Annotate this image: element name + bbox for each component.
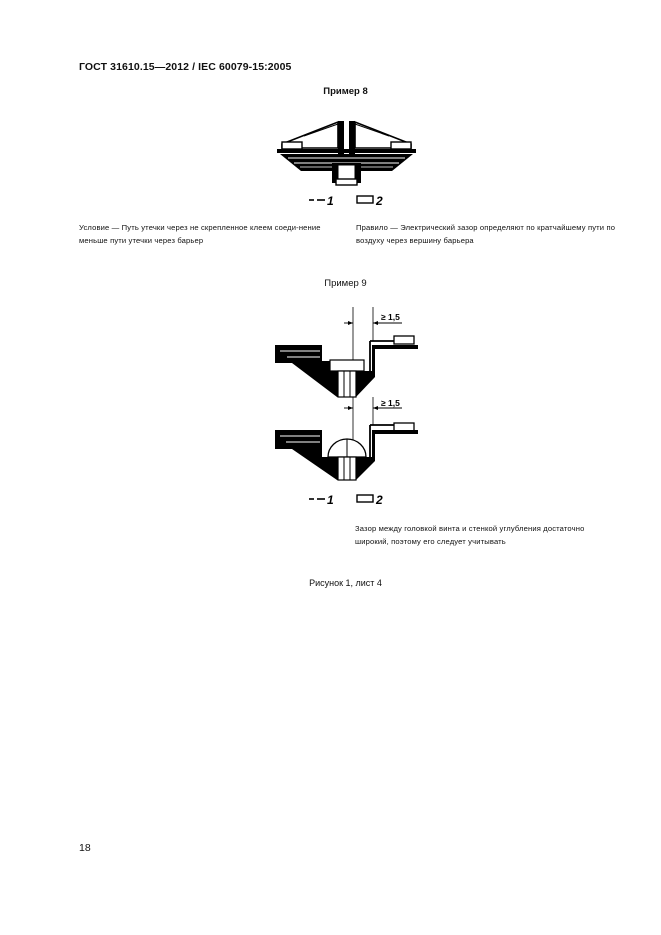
clearance-box-legend-icon — [357, 196, 373, 203]
dimension-label-bottom: ≥ 1,5 — [381, 398, 400, 408]
clearance-box-legend-icon — [357, 495, 373, 502]
dimension-label-top: ≥ 1,5 — [381, 312, 400, 322]
example-9-lower-figure — [275, 397, 418, 480]
example-9-upper-figure — [275, 307, 418, 397]
example-8-diagram — [274, 118, 419, 210]
example-9-title: Пример 9 — [324, 278, 367, 289]
legend-label-2: 2 — [376, 194, 383, 208]
example-8-base — [277, 149, 416, 185]
example-8-title: Пример 8 — [323, 86, 368, 97]
example-8-rule: Правило — Электрический зазор определяют по кратчайшему пути по воздуху через вершину барьера — [356, 223, 616, 245]
figure-caption: Рисунок 1, лист 4 — [309, 578, 382, 588]
legend-label-1: 1 — [327, 493, 334, 507]
legend-label-2: 2 — [376, 493, 383, 507]
page-number: 18 — [79, 842, 91, 854]
example-8-condition: Условие — Путь утечки через не скрепленное клеем соеди-нение меньше пути утечки через барьер — [79, 223, 321, 245]
page-header: ГОСТ 31610.15—2012 / IEC 60079-15:2005 — [79, 61, 292, 73]
example-9-diagram — [272, 305, 422, 510]
example-9-legend — [309, 493, 383, 507]
legend-label-1: 1 — [327, 194, 334, 208]
example-8-legend — [309, 194, 383, 208]
example-9-note: Зазор между головкой винта и стенкой углубления достаточно широкий, поэтому его следует учитывать — [355, 524, 585, 546]
